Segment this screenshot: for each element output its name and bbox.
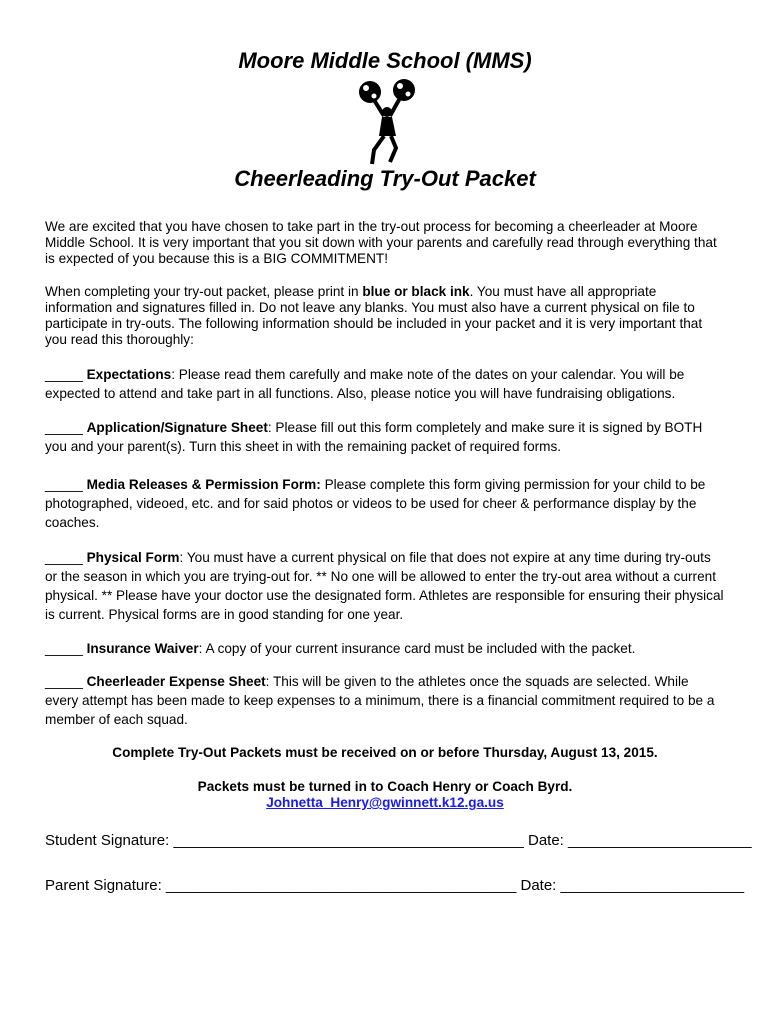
- deadline-notice: Complete Try-Out Packets must be received on or before Thursday, August 13, 2015.: [112, 745, 658, 760]
- item-name: Physical Form: [86, 550, 180, 565]
- check-blank: _____: [45, 674, 83, 689]
- item-text: : This will be given to the athletes once the squads are selected. While every attempt has been made to keep expenses to a minimum, there is a financial commitment required to be a member of each squad.: [45, 674, 715, 727]
- check-blank: _____: [45, 420, 83, 435]
- checklist-item-expense: [45, 672, 725, 729]
- parent-date-label: Date:: [516, 877, 561, 894]
- checklist-item-insurance: [45, 639, 725, 658]
- parent-date-field[interactable]: ______________________: [560, 877, 745, 894]
- email-row: [0, 795, 770, 811]
- student-date-label: Date:: [523, 832, 569, 849]
- checklist-item-application: [45, 418, 725, 456]
- packet-title: Cheerleading Try-Out Packet: [234, 166, 536, 191]
- instructions-paragraph: When completing your try-out packet, please print in blue or black ink. You must have all appropriate information and signatures filled in. Do not leave any blanks. You must also have a current physical on file to participate in try-outs. The following information should be included in your packet and it is very important that you read this thoroughly:: [45, 284, 703, 347]
- item-text: : You must have a current physical on file that does not expire at any time during try-outs or the season in which you are trying-out for. ** No one will be allowed to enter the try-out area without a current physical. ** Please have your doctor use the designated form. Athletes are responsible for ensuring their physical is current. Physical forms are in good standing for one year.: [45, 550, 724, 622]
- student-signature-label: Student Signature:: [45, 832, 174, 849]
- checklist-item-media-release: [45, 475, 725, 532]
- item-name: Cheerleader Expense Sheet: [86, 674, 266, 689]
- check-blank: _____: [45, 477, 83, 492]
- student-date-field[interactable]: ______________________: [568, 832, 752, 849]
- school-title: Moore Middle School (MMS): [238, 48, 532, 73]
- check-blank: _____: [45, 367, 83, 382]
- check-blank: _____: [45, 641, 83, 656]
- item-text: : Please fill out this form completely and make sure it is signed by BOTH you and your parent(s). Turn this sheet in with the remaining packet of required forms.: [45, 420, 703, 454]
- checklist-item-expectations: [45, 365, 725, 403]
- item-text: : Please read them carefully and make note of the dates on your calendar. You will be expected to attend and take part in all functions. Also, please notice you will have fundraising obligations.: [45, 367, 685, 401]
- parent-signature-row: [45, 877, 745, 895]
- item-name: Media Releases & Permission Form:: [86, 477, 321, 492]
- coach-email-link[interactable]: Johnetta_Henry@gwinnett.k12.ga.us: [266, 795, 504, 810]
- item-text: : A copy of your current insurance card must be included with the packet.: [198, 641, 636, 656]
- intro-paragraph: We are excited that you have chosen to take part in the try-out process for becoming a cheerleader at Moore Middle School. It is very important that you sit down with your parents and carefully read through everything that is expected of you because this is a BIG COMMITMENT!: [45, 219, 717, 266]
- student-signature-field[interactable]: __________________________________________: [173, 832, 524, 849]
- item-name: Application/Signature Sheet: [86, 420, 268, 435]
- item-name: Insurance Waiver: [86, 641, 199, 656]
- turn-in-notice: Packets must be turned in to Coach Henry or Coach Byrd.: [197, 779, 573, 794]
- parent-signature-label: Parent Signature:: [45, 877, 166, 894]
- checklist-item-physical: [45, 548, 725, 624]
- item-text: Please complete this form giving permission for your child to be photographed, videoed, etc. and for said photos or videos to be used for cheer & performance display by the coaches.: [45, 477, 706, 530]
- item-name: Expectations: [86, 367, 172, 382]
- parent-signature-field[interactable]: __________________________________________: [165, 877, 517, 894]
- cheerleader-icon: [352, 78, 422, 168]
- ink-emphasis: blue or black ink: [362, 284, 470, 299]
- check-blank: _____: [45, 550, 83, 565]
- student-signature-row: [45, 832, 752, 850]
